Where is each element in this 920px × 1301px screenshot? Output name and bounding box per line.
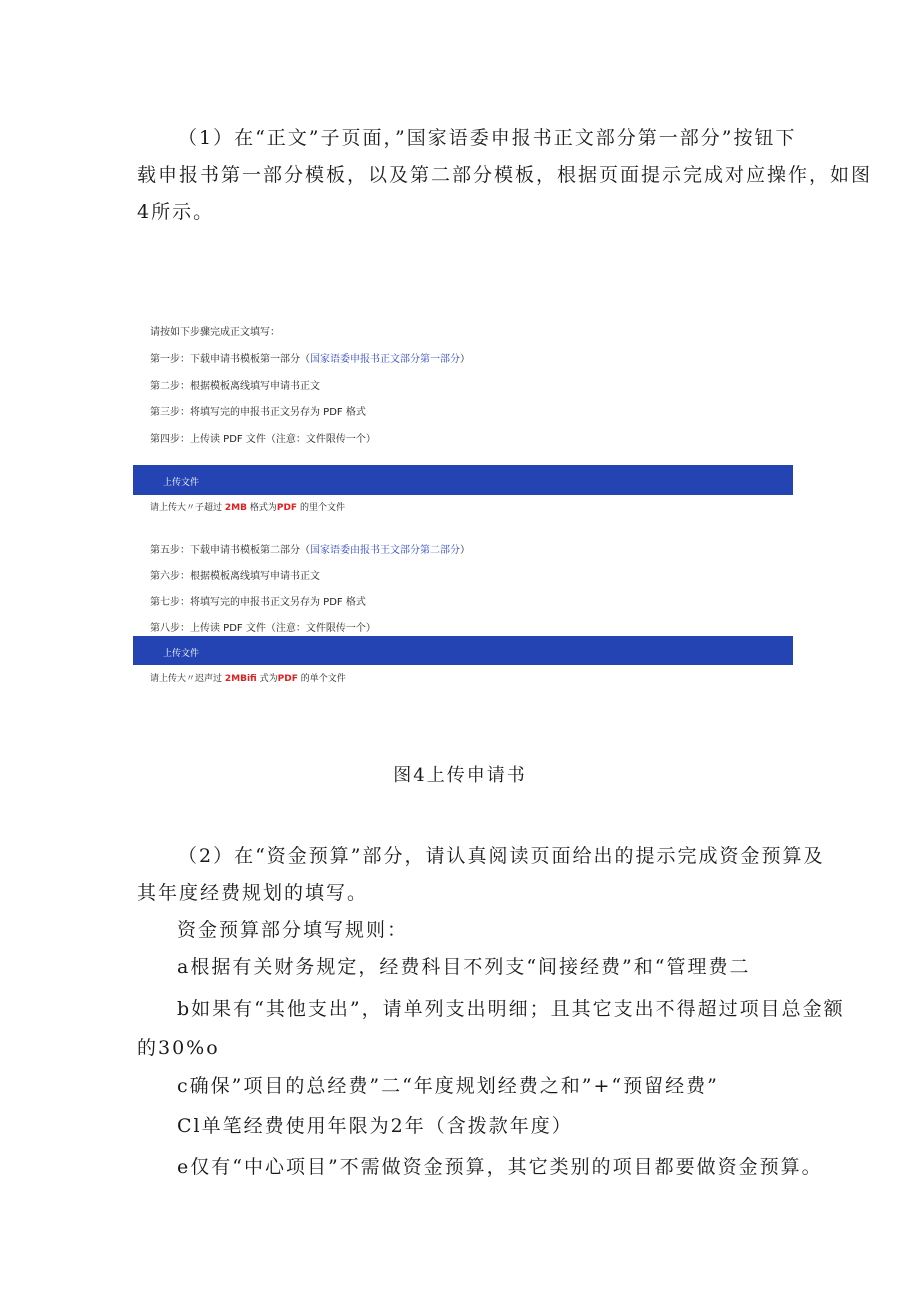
step1-suffix: ）	[460, 354, 470, 365]
rule-b-line1: b如果有“其他支出”，请单列支出明细；且其它支出不得超过项目总金额	[177, 998, 845, 1020]
figure-intro: 请按如下步骤完成正文填写：	[150, 327, 280, 338]
section1-line2: 载申报书第一部分模板，以及第二部分模板，根据页面提示完成对应操作，如图	[137, 164, 873, 186]
step6-text: 第六步：根据模板离线填写申请书正文	[150, 571, 320, 582]
step5-download-link[interactable]: 国家语委由报书王文部分第二部分	[310, 545, 460, 556]
upload-file-button-2[interactable]	[133, 636, 793, 665]
rules-title: 资金预算部分填写规则：	[177, 919, 409, 941]
rule-c: c确保”项目的总经费”二“年度规划经费之和”+“预留经费”	[177, 1075, 719, 1097]
step3-text: 第三步：将填写完的申报书正文另存为 PDF 格式	[150, 407, 366, 418]
upload-hint-2	[150, 671, 346, 684]
step1-prefix: 第一步：下载申请书模板第一部分（	[150, 354, 310, 365]
step4-text: 第四步：上传读 PDF 文件（注意：文件限传一个）	[150, 434, 376, 445]
upload-file-label-1: 上传文件	[163, 478, 200, 488]
step1-download-link[interactable]: 国家语委申报书正文部分第一部分	[310, 354, 460, 365]
hint1-part-a: 请上传大〃子超过	[150, 503, 223, 513]
step5-text	[150, 541, 470, 556]
step5-suffix: ）	[460, 545, 470, 556]
section2-line1: （2）在“资金预算”部分，请认真阅读页面给出的提示完成资金预算及	[178, 845, 825, 867]
hint2-size: 2MBifi	[224, 674, 257, 684]
rule-e: e仅有“中心项目”不需做资金预算，其它类别的项目都要做资金预算。	[177, 1156, 823, 1178]
section1-line3: 4所示。	[137, 201, 215, 223]
upload-file-button-1[interactable]	[133, 465, 793, 495]
hint2-part-c: 的单个文件	[300, 674, 346, 684]
hint1-part-c: 的里个文件	[299, 503, 345, 513]
step2-text: 第二步：根据模板离线填写申请书正文	[150, 381, 320, 392]
rule-a: a根据有关财务规定，经费科目不列支“间接经费”和“管理费二	[177, 956, 751, 978]
figure-caption: 图4上传申请书	[393, 765, 527, 786]
hint1-size: 2MB	[224, 503, 247, 513]
hint2-format: PDF	[277, 674, 298, 684]
section1-line1: （1）在“正文”子页面，”国家语委申报书正文部分第一部分”按钮下	[178, 127, 797, 149]
step5-prefix: 第五步：下载申请书模板第二部分（	[150, 545, 310, 556]
step8-text: 第八步：上传读 PDF 文件（注意：文件限传一个）	[150, 623, 376, 634]
upload-file-label-2: 上传文件	[163, 649, 200, 659]
step7-text: 第七步：将填写完的申报书正文另存为 PDF 格式	[150, 597, 366, 608]
hint1-part-b: 格式为	[249, 503, 277, 513]
upload-hint-1	[150, 500, 345, 513]
hint1-format: PDF	[276, 503, 298, 513]
rule-b-line2: 的30%o	[137, 1037, 220, 1059]
rule-d: Cl单笔经费使用年限为2年（含拨款年度）	[177, 1115, 573, 1137]
step1-text	[150, 350, 470, 365]
section2-line2: 其年度经费规划的填写。	[137, 882, 369, 904]
hint2-part-b: 式为	[259, 674, 278, 684]
hint2-part-a: 请上传大〃迟声过	[150, 674, 223, 684]
